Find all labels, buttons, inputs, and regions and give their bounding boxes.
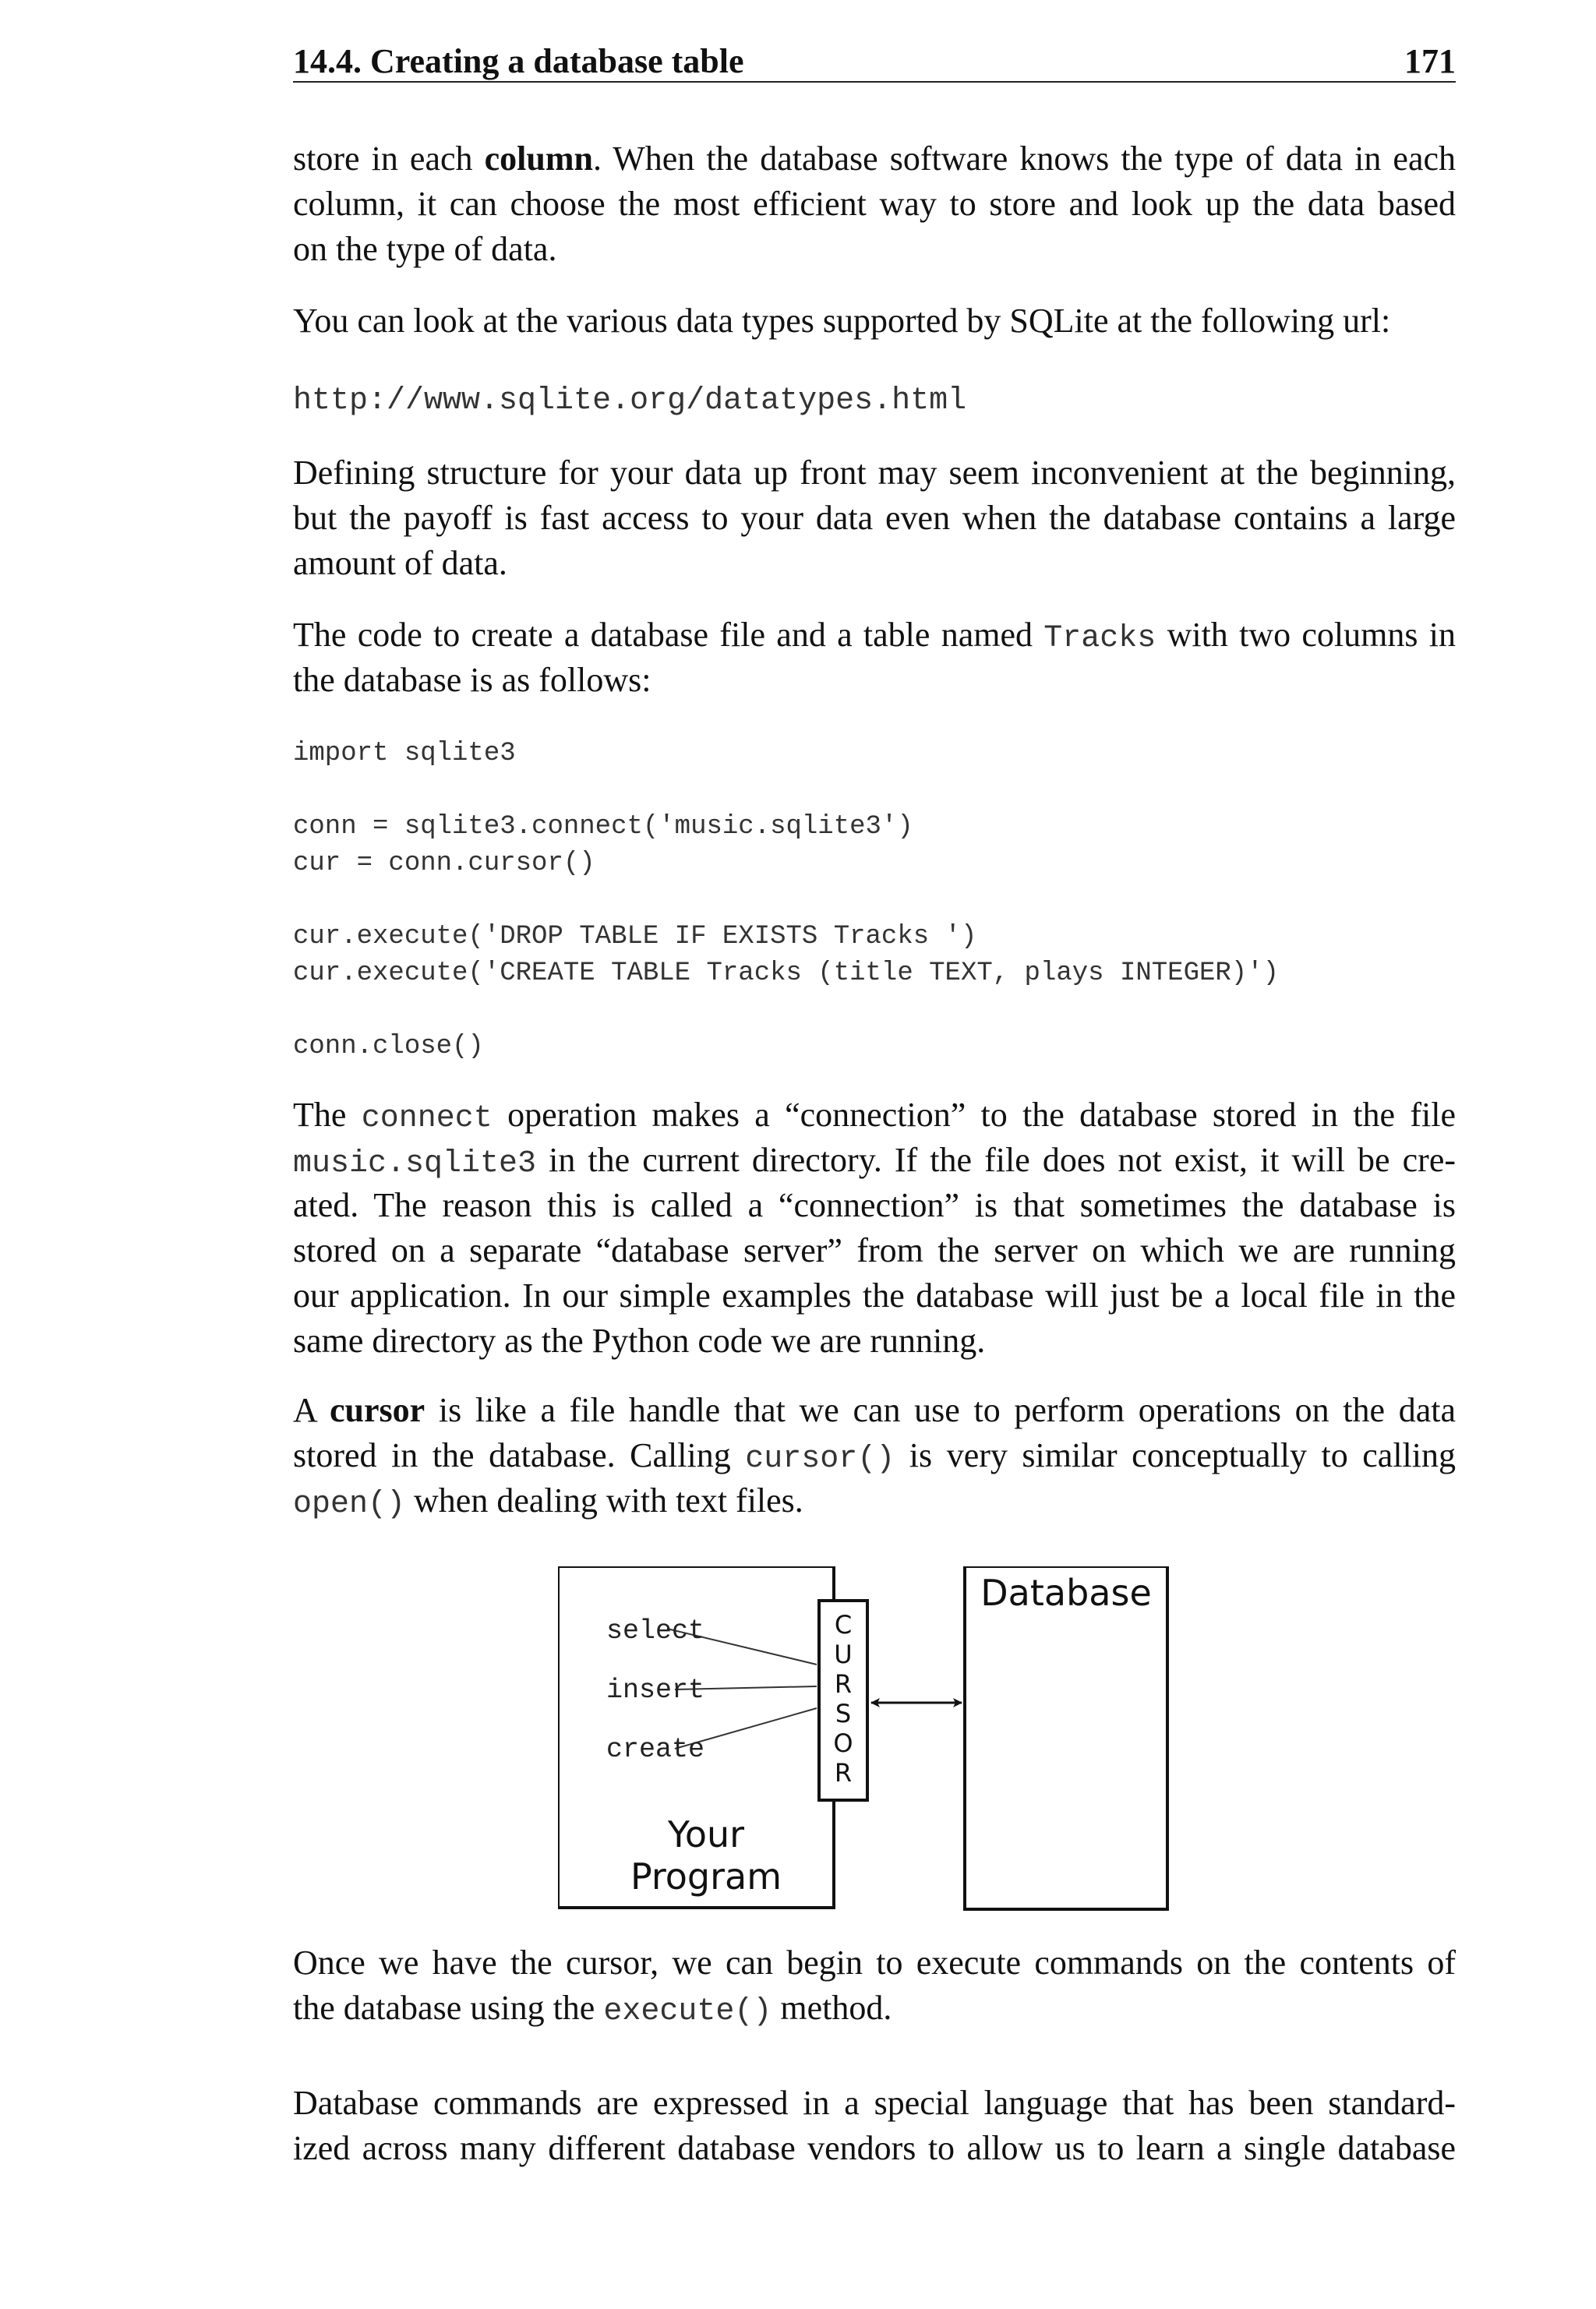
program-label-program: Program: [630, 1855, 782, 1898]
text-line: stored in the database. Calling cursor() is very similar conceptually to calling: [293, 1436, 1456, 1477]
paragraph-cursor: [293, 1388, 1456, 1523]
cursor-letter: O: [833, 1728, 853, 1758]
running-header: [293, 42, 1456, 83]
command-select: select: [606, 1615, 705, 1647]
cursor-letter: U: [834, 1640, 853, 1669]
text-line: our application. In our simple examples the database will just be a local file in the: [293, 1276, 1456, 1315]
paragraph-column-types: [293, 136, 1456, 272]
code-line: import sqlite3: [293, 739, 516, 768]
text-line: The code to create a database file and a table named Tracks with two columns in: [293, 616, 1456, 656]
paragraph-execute: [293, 1940, 1456, 2031]
paragraph-datatypes-url-intro: [293, 298, 1456, 344]
code-line: conn.close(): [293, 1032, 484, 1061]
text-line: open() when dealing with text files.: [293, 1481, 803, 1522]
cursor-letter: C: [834, 1610, 853, 1640]
text-line: The connect operation makes a “connection” to the database stored in the file: [293, 1096, 1457, 1136]
inline-code-open: open(): [293, 1487, 406, 1522]
code-line: conn = sqlite3.connect('music.sqlite3'): [293, 812, 913, 842]
inline-code-music-sqlite3: music.sqlite3: [293, 1146, 537, 1181]
code-line: cur.execute('DROP TABLE IF EXISTS Tracks '): [293, 922, 977, 951]
command-insert: insert: [606, 1675, 705, 1706]
cursor-diagram: [558, 1566, 1181, 1933]
database-label: Database: [980, 1572, 1152, 1614]
text-line: music.sqlite3 in the current directory. If the file does not exist, it will be cre-: [293, 1141, 1456, 1181]
text-line: on the type of data.: [293, 230, 557, 268]
cursor-letter: R: [834, 1758, 853, 1788]
text-line: stored on a separate “database server” from the server on which we are running: [293, 1231, 1456, 1269]
term-column: column: [484, 139, 593, 178]
text-line: ized across many different database vendors to allow us to learn a single database: [293, 2129, 1456, 2167]
inline-code-execute: execute(): [603, 1994, 772, 2029]
text-line: ated. The reason this is called a “connection” is that sometimes the database is: [293, 1186, 1456, 1224]
paragraph-structure: [293, 450, 1456, 586]
paragraph-code-intro: [293, 613, 1456, 703]
text-line: store in each column. When the database software knows the type of data in each: [293, 139, 1456, 178]
section-title: 14.4. Creating a database table: [293, 42, 744, 80]
inline-code-connect: connect: [361, 1101, 493, 1136]
cursor-letter: R: [834, 1669, 853, 1699]
text-line: column, it can choose the most efficient way to store and look up the data based: [293, 185, 1456, 223]
term-cursor: cursor: [330, 1391, 425, 1429]
text-line: the database using the execute() method.: [293, 1989, 892, 2029]
cursor-letter: S: [835, 1699, 852, 1728]
text-line: amount of data.: [293, 544, 507, 582]
text-line: Once we have the cursor, we can begin to execute commands on the contents of: [293, 1944, 1456, 1982]
code-line: cur = conn.cursor(): [293, 849, 595, 878]
code-line: cur.execute('CREATE TABLE Tracks (title TEXT, plays INTEGER)'): [293, 959, 1280, 988]
program-label-your: Your: [667, 1813, 745, 1855]
text-line: but the payoff is fast access to your data even when the database contains a large: [293, 499, 1456, 537]
text-line: A cursor is like a file handle that we can use to perform operations on the data: [293, 1391, 1456, 1429]
page-number: 171: [1404, 42, 1456, 80]
command-create: create: [606, 1734, 705, 1765]
text-line: same directory as the Python code we are running.: [293, 1322, 986, 1360]
paragraph-sql-intro: [293, 2081, 1456, 2171]
text-line: Defining structure for your data up front may seem inconvenient at the beginning,: [293, 454, 1456, 492]
inline-code-cursor: cursor(): [745, 1442, 895, 1477]
inline-code-tracks: Tracks: [1043, 621, 1156, 656]
datatypes-url: http://www.sqlite.org/datatypes.html: [293, 383, 967, 418]
text-line: the database is as follows:: [293, 661, 651, 699]
text-line: Database commands are expressed in a special language that has been standard-: [293, 2084, 1456, 2122]
text-line: You can look at the various data types supported by SQLite at the following url:: [293, 302, 1391, 340]
database-box: [965, 1566, 1167, 1909]
paragraph-connect: [293, 1093, 1456, 1364]
